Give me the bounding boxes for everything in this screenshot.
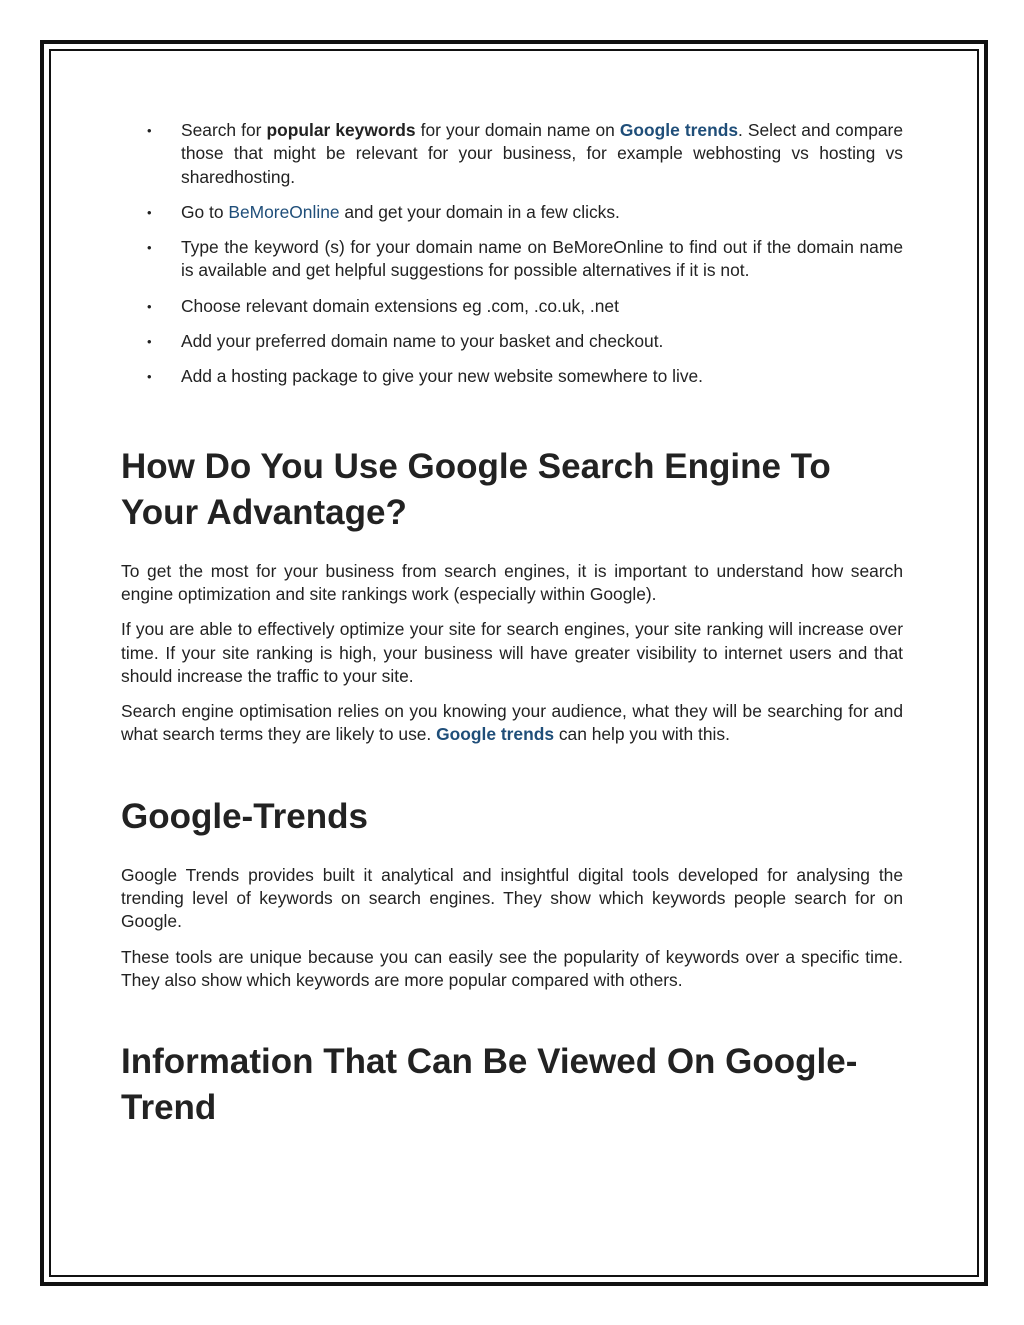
paragraph: These tools are unique because you can easily see the popularity of keywords over a specific time. They also show which keywords are more popular compared with others. — [121, 946, 903, 990]
list-item: • Search for popular keywords for your domain name on Google trends. Select and compare those that might be relevant for your business, for example webhosting vs hosting vs sharedhosting. — [147, 120, 903, 187]
section-heading-advantage: How Do You Use Google Search Engine To Your Advantage? — [121, 446, 831, 532]
bullet-icon: • — [147, 334, 152, 350]
list-item: • Choose relevant domain extensions eg .com, .co.uk, .net — [121, 295, 903, 318]
list-item: • Add your preferred domain name to your basket and checkout. — [121, 330, 903, 353]
list-item: • Add a hosting package to give your new website somewhere to live. — [121, 365, 903, 388]
section-heading-google-trends: Google-Trends — [121, 796, 368, 836]
paragraph: Google Trends provides built it analytical and insightful digital tools developed for analysing the trending level of keywords on search engines. They show which keywords people search for on Google. — [121, 864, 903, 932]
list-item: • Go to BeMoreOnline and get your domain in a few clicks. — [121, 201, 903, 224]
bullet-icon: • — [147, 369, 152, 385]
google-trends-link[interactable]: Google trends — [436, 724, 554, 745]
paragraph: If you are able to effectively optimize your site for search engines, your site ranking will increase over time. If your site ranking is high, your business will have greater visibility to internet users and that should increase the traffic to your site. — [121, 619, 903, 686]
google-trends-link[interactable]: Google trends — [619, 120, 738, 140]
bullet-icon: • — [147, 204, 152, 220]
bullet-icon: • — [147, 123, 152, 138]
section-heading-information: Information That Can Be Viewed On Google-Trend — [121, 1042, 858, 1128]
bullet-icon: • — [147, 240, 152, 256]
document-content — [121, 119, 903, 1131]
bemoreonline-link[interactable]: BeMoreOnline — [228, 201, 340, 222]
list-item: • Type the keyword (s) for your domain name on BeMoreOnline to find out if the domain name is available and get helpful suggestions for possible alternatives if it is not. — [147, 237, 903, 281]
paragraph: Search engine optimisation relies on you knowing your audience, what they will be searching for and what search terms they are likely to use. Google trends can help you with this. — [121, 701, 903, 745]
bullet-icon: • — [147, 298, 152, 314]
steps-list — [121, 119, 903, 389]
bold-text: popular keywords — [266, 120, 416, 140]
paragraph: To get the most for your business from search engines, it is important to understand how search engine optimization and site rankings work (especially within Google). — [121, 560, 903, 604]
